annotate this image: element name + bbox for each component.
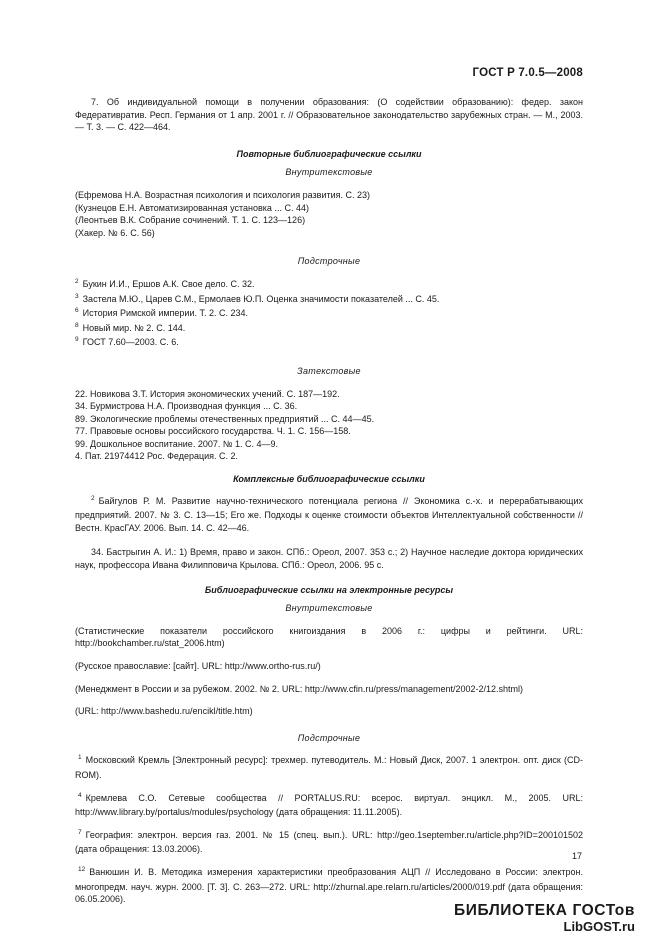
list-item: [75, 336, 583, 351]
complex-ref-item: [75, 495, 583, 535]
footnote-number: 12: [78, 865, 86, 873]
section-heading-repeat-refs: Повторные библиографические ссылки: [236, 148, 422, 159]
footnote-number: 9: [75, 336, 79, 344]
list-item: [75, 322, 583, 337]
intext-ref-list: [75, 189, 583, 239]
footnote-number: 4: [78, 791, 82, 799]
footnote-number: 2: [75, 277, 79, 285]
list-item: (Леонтьев В.К. Собрание сочинений. Т. 1. С. 123—126): [75, 215, 306, 226]
electronic-intext-item: (Менеджмент в России и за рубежом. 2002. № 2. URL: http://www.cfin.ru/press/management/2002-2/12.shtml): [75, 683, 524, 694]
footnote-text: Московский Кремль [Электронный ресурс]: трехмер. путеводитель. М.: Новый Диск, 2007. 1 электрон. опт. диск (CD-ROM).: [75, 755, 583, 780]
electronic-intext-item: (URL: http://www.bashedu.ru/encikl/title.htm): [75, 706, 253, 717]
footnote-number: 8: [75, 321, 79, 329]
list-item: 77. Правовые основы российского государства. Ч. 1. С. 156—158.: [75, 426, 351, 437]
list-item: 4. Пат. 21974412 Рос. Федерация. С. 2.: [75, 451, 239, 462]
page-content: [75, 96, 583, 906]
footnote-number: 7: [78, 828, 82, 836]
electronic-footnote-item: [75, 792, 583, 819]
subheading-footnote: Подстрочные: [297, 732, 361, 743]
list-item: [75, 293, 583, 308]
footnote-number: 2: [91, 494, 95, 502]
footnote-number: 6: [75, 307, 79, 315]
watermark: [454, 903, 635, 934]
list-item: 99. Дошкольное воспитание. 2007. № 1. С. 4—9.: [75, 438, 279, 449]
electronic-intext-item: (Русское православие: [сайт]. URL: http://www.ortho-rus.ru/): [75, 661, 321, 671]
footnote-number: 1: [78, 754, 82, 762]
electronic-intext-item: (Статистические показатели российского книгоиздания в 2006 г.: цифры и рейтинги. URL: http://bookchamber.ru/stat_2006.htm): [75, 625, 583, 649]
subheading-intext: Внутритекстовые: [285, 603, 373, 614]
list-item: (Кузнецов Е.Н. Автоматизированная установка ... С. 44): [75, 202, 309, 213]
subheading-endnote: Затекстовые: [297, 365, 361, 376]
electronic-footnote-item: [75, 829, 583, 856]
complex-ref-text: Байгулов Р. М. Развитие научно-технического потенциала региона // Экономика с.-х. и перерабатывающих предприятий. 2007. № 3. С. 13—15; Его же. Подходы к оценке стоимости объектов Интеллектуальной собственности // Вестн. КрасГАУ. 2006. Вып. 14. С. 42—46.: [75, 495, 583, 533]
footnote-text: Ванюшин И. В. Методика измерения характеристики преобразования АЦП // Исследовано в России: электрон. многопредм. науч. журн. 2000. [Т. 3]. С. 263—272. URL: http://zhurnal.ape.relarn.ru/articles/2000/019.pdf (дата обращения: 06.05.2006).: [75, 866, 583, 905]
list-item: (Ефремова Н.А. Возрастная психология и психология развития. С. 23): [75, 189, 371, 200]
list-item: 89. Экологические проблемы отечественных предприятий ... С. 44—45.: [75, 413, 375, 424]
electronic-footnote-item: [75, 754, 583, 781]
watermark-site: LibGOST.ru: [563, 919, 635, 934]
section-heading-complex-refs: Комплексные библиографические ссылки: [233, 474, 425, 485]
list-item: 22. Новикова З.Т. История экономических учений. С. 187—192.: [75, 388, 340, 399]
list-item: 34. Бурмистрова Н.А. Производная функция ... С. 36.: [75, 401, 298, 412]
footnote-text: География: электрон. версия газ. 2001. № 15 (спец. вып.). URL: http://geo.1september.ru/article.php?ID=200101502 (дата обращения: 13.03.2006).: [75, 829, 583, 855]
subheading-footnote: Подстрочные: [297, 256, 361, 267]
footnote-number: 3: [75, 292, 79, 300]
list-item: (Хакер. № 6. С. 56): [75, 227, 155, 238]
list-item: [75, 307, 583, 322]
intro-paragraph: 7. Об индивидуальной помощи в получении образования: (О содействии образованию): федер. закон Федеративратив. Респ. Германия от 1 апр. 2001 г. // Образовательное законодательство зарубежных стран. — М., 2003. — Т. 3. — С. 422—464.: [75, 97, 583, 133]
subheading-intext: Внутритекстовые: [285, 167, 373, 178]
document-code: ГОСТ Р 7.0.5—2008: [472, 67, 583, 79]
complex-ref-item: 34. Бастрыгин А. И.: 1) Время, право и закон. СПб.: Ореол, 2007. 353 с.; 2) Научное наследие доктора юридических наук, профессора Ивана Филипповича Крылова. СПб.: Ореол, 2006. 95 с.: [75, 547, 583, 571]
footnote-text: Кремлева С.О. Сетевые сообщества // PORTALUS.RU: всерос. виртуал. энцикл. М., 2005. URL: http://www.library.by/portalus/modules/psychology (дата обращения: 11.11.2005).: [75, 792, 583, 818]
footnote-text: ГОСТ 7.60—2003. С. 6.: [82, 337, 179, 348]
endnote-ref-list: [75, 388, 583, 464]
section-heading-electronic-refs: Библиографические ссылки на электронные ресурсы: [204, 584, 454, 595]
watermark-title: БИБЛИОТЕКА ГОСТов: [453, 902, 635, 919]
footnote-text: Новый мир. № 2. С. 144.: [82, 322, 186, 333]
footnote-text: История Римской империи. Т. 2. С. 234.: [82, 308, 248, 319]
footnote-text: Застела М.Ю., Царев С.М., Ермолаев Ю.П. Оценка значимости показателей ... С. 45.: [82, 293, 440, 304]
page-number: 17: [572, 851, 583, 861]
list-item: [75, 278, 583, 293]
footnote-ref-list: [75, 278, 583, 351]
footnote-text: Букин И.И., Ершов А.К. Свое дело. С. 32.: [82, 278, 255, 289]
electronic-footnote-item: [75, 866, 583, 906]
